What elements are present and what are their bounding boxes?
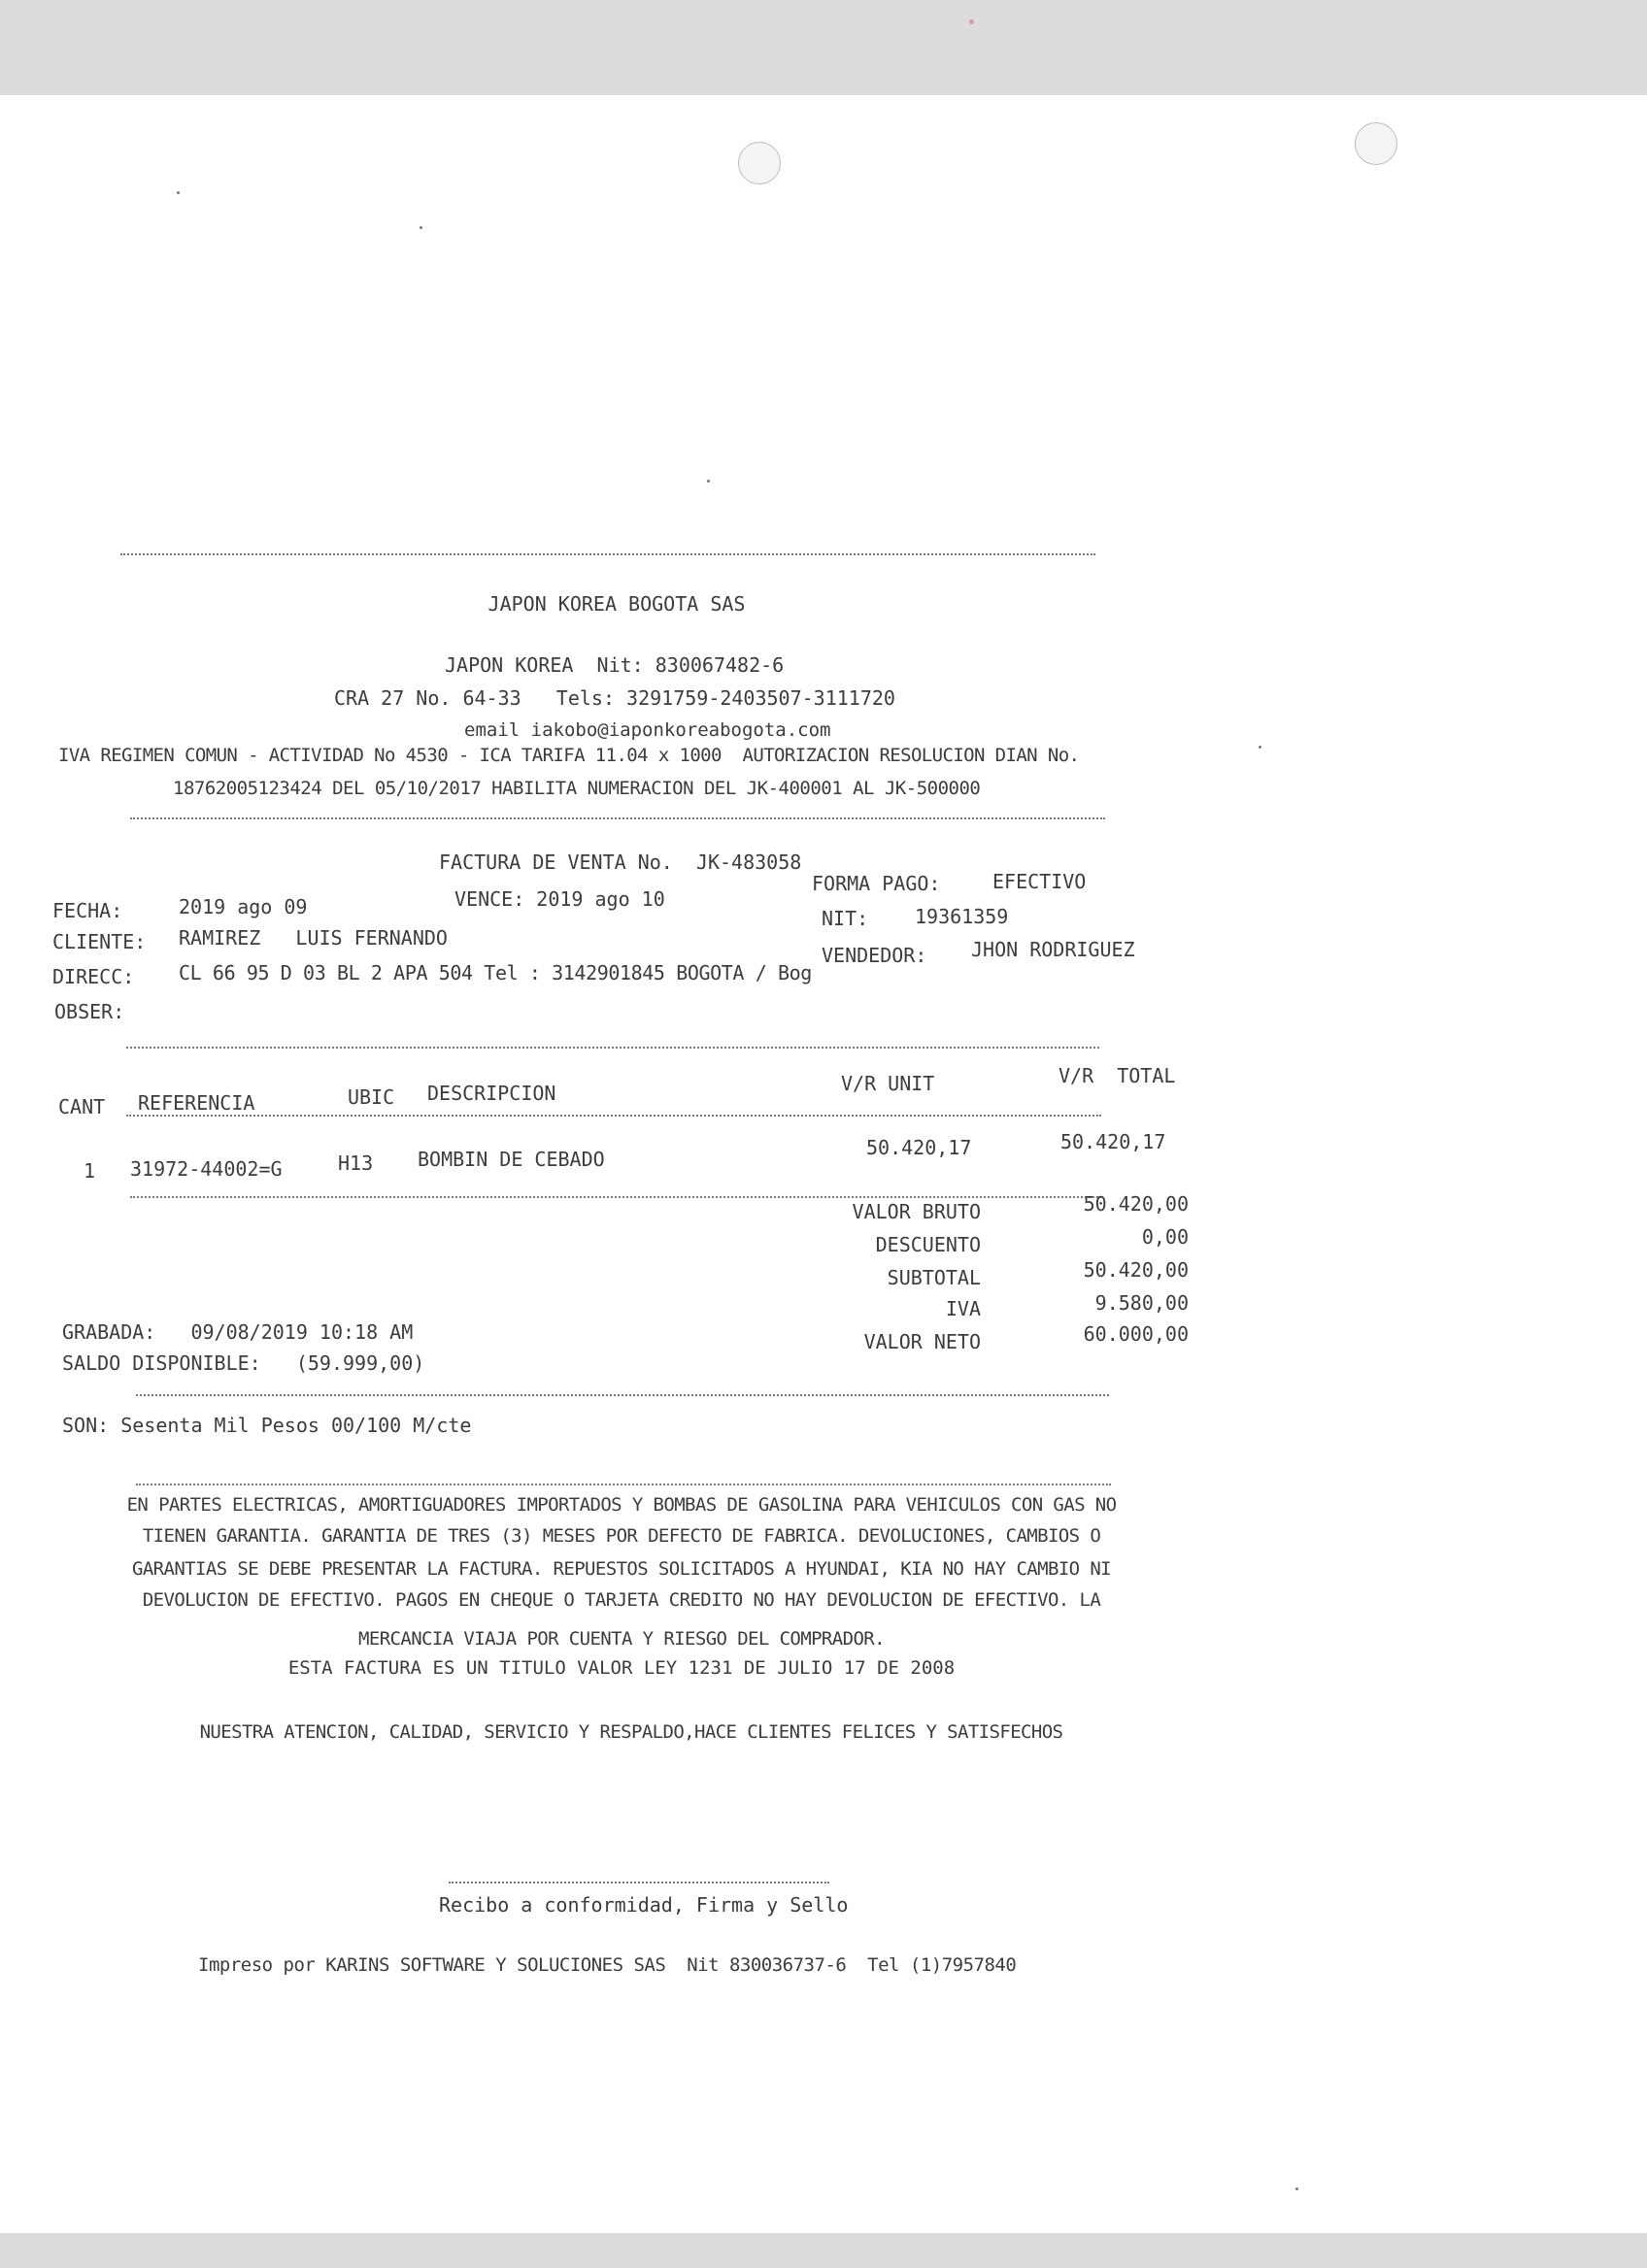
row-cant: 1 <box>84 1159 96 1183</box>
nit-label: NIT: <box>822 907 869 930</box>
header-total: V/R TOTAL <box>1059 1064 1176 1087</box>
valor-neto-value: 60.000,00 <box>1083 1322 1189 1346</box>
row-descripcion: BOMBIN DE CEBADO <box>418 1148 605 1171</box>
printed-by: Impreso por KARINS SOFTWARE Y SOLUCIONES SAS Nit 830036737-6 Tel (1)7957840 <box>198 1954 1017 1976</box>
separator <box>126 1047 1099 1049</box>
header-cant: CANT <box>58 1095 106 1118</box>
company-name: JAPON KOREA BOGOTA SAS <box>487 592 746 616</box>
invoice-title: FACTURA DE VENTA No. JK-483058 <box>439 850 802 874</box>
address-phones: CRA 27 No. 64-33 Tels: 3291759-2403507-3111720 <box>334 686 895 710</box>
scan-speck <box>420 226 422 229</box>
direcc-value: CL 66 95 D 03 BL 2 APA 504 Tel : 3142901845 BOGOTA / Bog <box>179 961 812 984</box>
header-referencia: REFERENCIA <box>138 1091 255 1115</box>
separator <box>136 1484 1111 1485</box>
iva-label: IVA <box>945 1297 981 1320</box>
scan-speck <box>1295 2187 1298 2190</box>
header-descripcion: DESCRIPCION <box>427 1082 556 1105</box>
legal-notice: ESTA FACTURA ES UN TITULO VALOR LEY 1231 DE JULIO 17 DE 2008 <box>287 1657 956 1679</box>
separator <box>130 817 1105 819</box>
regime-line: IVA REGIMEN COMUN - ACTIVIDAD No 4530 - ICA TARIFA 11.04 x 1000 AUTORIZACION RESOLUCION DIAN No. <box>58 745 1080 766</box>
slogan: NUESTRA ATENCION, CALIDAD, SERVICIO Y RESPALDO,HACE CLIENTES FELICES Y SATISFECHOS <box>199 1721 1063 1743</box>
separator <box>126 1115 1101 1117</box>
company-email: email iakobo@iaponkoreabogota.com <box>464 719 831 741</box>
separator <box>130 1196 1101 1198</box>
row-referencia: 31972-44002=G <box>130 1157 283 1181</box>
fecha-value: 2019 ago 09 <box>179 895 308 918</box>
punch-hole <box>738 142 781 184</box>
observ-label: OBSER: <box>54 1000 125 1023</box>
direcc-label: DIRECC: <box>52 965 135 988</box>
iva-value: 9.580,00 <box>1094 1291 1189 1315</box>
forma-pago-value: EFECTIVO <box>992 870 1087 893</box>
valor-neto-label: VALOR NETO <box>863 1330 981 1353</box>
vence-date: VENCE: 2019 ago 10 <box>454 887 665 911</box>
descuento-label: DESCUENTO <box>875 1233 981 1256</box>
scan-speck <box>177 191 180 194</box>
subtotal-label: SUBTOTAL <box>887 1266 981 1289</box>
row-total: 50.420,17 <box>1060 1130 1166 1153</box>
scan-speck <box>707 480 710 483</box>
scan-speck <box>969 19 974 24</box>
amount-in-words: SON: Sesenta Mil Pesos 00/100 M/cte <box>62 1414 472 1437</box>
brand-nit: JAPON KOREA Nit: 830067482-6 <box>445 653 785 677</box>
scan-speck <box>1259 746 1261 749</box>
forma-pago-label: FORMA PAGO: <box>812 872 941 895</box>
scan-bottom-band <box>0 2233 1647 2268</box>
terms-line: DEVOLUCION DE EFECTIVO. PAGOS EN CHEQUE O TARJETA CREDITO NO HAY DEVOLUCION DE EFECTIVO. LA <box>142 1589 1101 1611</box>
terms-line: MERCANCIA VIAJA POR CUENTA Y RIESGO DEL COMPRADOR. <box>358 1628 885 1650</box>
header-unit: V/R UNIT <box>841 1072 935 1095</box>
separator <box>120 553 1095 555</box>
vendedor-label: VENDEDOR: <box>822 944 927 967</box>
fecha-label: FECHA: <box>52 899 123 922</box>
saldo-disponible: SALDO DISPONIBLE: (59.999,00) <box>62 1351 425 1375</box>
terms-line: EN PARTES ELECTRICAS, AMORTIGUADORES IMPORTADOS Y BOMBAS DE GASOLINA PARA VEHICULOS CON GAS NO <box>126 1494 1117 1516</box>
row-unit: 50.420,17 <box>866 1136 972 1159</box>
signature-label: Recibo a conformidad, Firma y Sello <box>439 1893 849 1917</box>
cliente-label: CLIENTE: <box>52 930 147 953</box>
punch-hole <box>1355 122 1397 165</box>
terms-line: GARANTIAS SE DEBE PRESENTAR LA FACTURA. REPUESTOS SOLICITADOS A HYUNDAI, KIA NO HAY CAMBIO NI <box>131 1558 1112 1580</box>
scan-top-band <box>0 0 1647 95</box>
descuento-value: 0,00 <box>1141 1225 1189 1249</box>
subtotal-value: 50.420,00 <box>1083 1258 1189 1282</box>
nit-value: 19361359 <box>915 905 1009 928</box>
valor-bruto-value: 50.420,00 <box>1083 1192 1189 1216</box>
row-ubic: H13 <box>338 1151 374 1175</box>
vendedor-value: JHON RODRIGUEZ <box>971 938 1135 961</box>
grabada-timestamp: GRABADA: 09/08/2019 10:18 AM <box>62 1320 414 1344</box>
resolution-line: 18762005123424 DEL 05/10/2017 HABILITA NUMERACION DEL JK-400001 AL JK-500000 <box>173 778 981 799</box>
valor-bruto-label: VALOR BRUTO <box>852 1200 981 1223</box>
signature-line <box>449 1882 829 1884</box>
cliente-value: RAMIREZ LUIS FERNANDO <box>179 926 448 950</box>
separator <box>136 1394 1109 1396</box>
terms-line: TIENEN GARANTIA. GARANTIA DE TRES (3) MESES POR DEFECTO DE FABRICA. DEVOLUCIONES, CAMBIOS O <box>142 1525 1101 1547</box>
header-ubic: UBIC <box>348 1085 395 1109</box>
